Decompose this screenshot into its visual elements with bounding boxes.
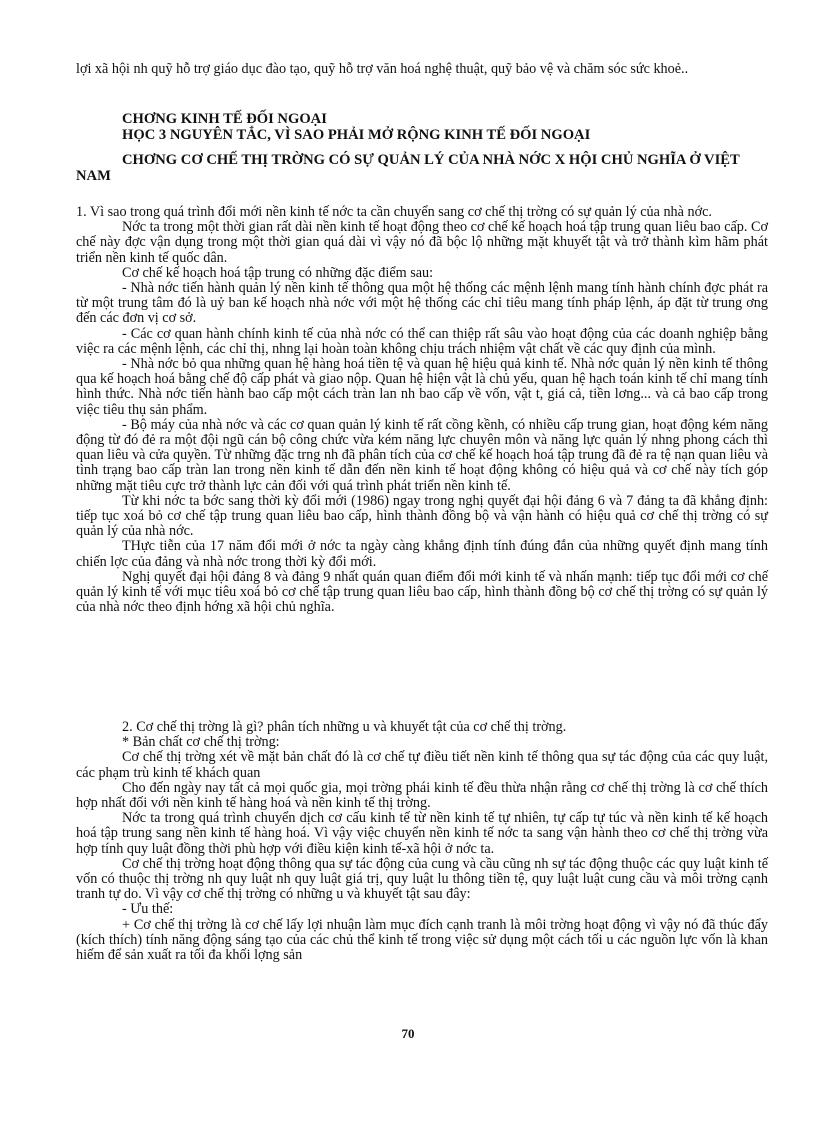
question-heading: 2. Cơ chế thị trờng là gì? phân tích những u và khuyết tật của cơ chế thị trờng. xyxy=(122,719,567,735)
section-2 xyxy=(76,720,768,963)
continuation-paragraph xyxy=(76,62,768,77)
paragraph: Cơ chế thị trờng xét về mặt bản chất đó là cơ chế tự điều tiết nền kinh tế thông qua sự tác động của các quy luật, các phạm trù kinh tế khách quan xyxy=(76,749,768,781)
chapter-headings xyxy=(76,112,768,184)
paragraph: - Nhà nớc tiến hành quản lý nền kinh tế thông qua một hệ thống các mệnh lệnh mang tính hành chính đợc phát ra từ một trung tâm đó là uỷ ban kế hoạch nhà nớc với một hệ thống các chỉ tiêu mang tính pháp lệnh, áp đặt từ trung ơng đến các đơn vị cơ sở. xyxy=(76,280,768,327)
paragraph: Nớc ta trong một thời gian rất dài nền kinh tế hoạt động theo cơ chế kế hoạch hoá tập trung quan liêu bao cấp. Cơ chế này đợc vận dụng trong một thời gian quá dài vì vậy nó đã bộc lộ những mặt khuyết tật và trở thành kìm hãm phát triển nền kinh tế quốc dân. xyxy=(76,219,768,266)
chapter-heading: CHƠNG KINH TẾ ĐỐI NGOẠI xyxy=(122,111,327,127)
paragraph: Cho đến ngày nay tất cả mọi quốc gia, mọi trờng phái kinh tế đều thừa nhận rằng cơ chế thị trờng là cơ chế thích hợp nhất đối với nền kinh tế hàng hoá và nền kinh tế thị trờng. xyxy=(76,779,768,812)
section-1 xyxy=(76,205,768,615)
paragraph: Nớc ta trong quá trình chuyển dịch cơ cấu kinh tế từ nền kinh tế tự nhiên, tự cấp tự túc và nền kinh tế kế hoạch hoá tập trung sang nền kinh tế hàng hoá. Vì vậy việc chuyển nền kinh tế nớc ta sang vận hành theo cơ chế thị trờng vừa hợp tính quy luật đồng thời phù hợp với điều kiện kinh tế-xã hội ở nớc ta. xyxy=(76,810,768,857)
paragraph: lợi xã hội nh quỹ hỗ trợ giáo dục đào tạo, quỹ hỗ trợ văn hoá nghệ thuật, quỹ bảo vệ và chăm sóc sức khoẻ.. xyxy=(76,61,689,77)
paragraph: Từ khi nớc ta bớc sang thời kỳ đổi mới (1986) ngay trong nghị quyết đại hội đảng 6 và 7 đảng ta đã khẳng định: tiếp tục xoá bỏ cơ chế tập trung quan liêu bao cấp, hình thành đồng bộ và vận hành có hiệu quả cơ chế thị trờng có sự quản lý của nhà nớc. xyxy=(76,492,768,540)
paragraph: + Cơ chế thị trờng là cơ chế lấy lợi nhuận làm mục đích cạnh tranh là môi trờng hoạt động vì vậy nó đã thúc đẩy (kích thích) tính năng động sáng tạo của các chủ thể kinh tế trong việc sử dụng một cách tối u các nguồn lực vốn là khan hiếm để sản xuất ra tối đa khối lợng sản xyxy=(76,916,768,964)
paragraph: * Bản chất cơ chế thị trờng: xyxy=(122,734,280,751)
paragraph: - Ưu thế: xyxy=(122,901,174,918)
page-number: 70 xyxy=(401,1026,415,1041)
question-heading: 1. Vì sao trong quá trình đổi mới nền kinh tế nớc ta cần chuyển sang cơ chế thị trờng có sự quản lý của nhà nớc. xyxy=(76,204,712,220)
chapter-subheading: HỌC 3 NGUYÊN TẮC, VÌ SAO PHẢI MỞ RỘNG KINH TẾ ĐỐI NGOẠI xyxy=(122,126,591,143)
paragraph: - Các cơ quan hành chính kinh tế của nhà nớc có thể can thiệp rất sâu vào hoạt động của các doanh nghiệp bằng việc ra các mệnh lệnh, các chỉ thị, nhng lại hoàn toàn không chịu trách nhiệm vật chất về các quy định của mình. xyxy=(76,325,768,357)
paragraph: - Bộ máy của nhà nớc và các cơ quan quản lý kinh tế rất cồng kềnh, có nhiều cấp trung gian, hoạt động kém năng động từ đó đẻ ra một đội ngũ cán bộ công chức vừa kém năng lực chuyên môn và năng lực quản lý nhng phong cách thì quan liêu và cửa quyền. Từ những đặc trng nh đã phân tích của cơ chế kế hoạch hoá tập trung đã đẻ ra tệ nạn quan liêu và tình trạng bao cấp tràn lan trong nền kinh tế dẫn đến nền kinh tế hoạt động không có hiệu quả và cơ chế này tích góp những mặt tiêu cực trở thành lực cản đối với quá trình phát triển nền kinh tế. xyxy=(76,416,768,494)
paragraph: Cơ chế kế hoạch hoá tập trung có những đặc điểm sau: xyxy=(122,264,434,281)
paragraph: Nghị quyết đại hội đảng 8 và đảng 9 nhất quán quan điểm đổi mới kinh tế và nhấn mạnh: tiếp tục đổi mới cơ chế quản lý kinh tế với mục tiêu xoá bỏ cơ chế tập trung quan liêu bao cấp, hình thành đồng bộ cơ chế thị trờng có sự quản lý của nhà nớc theo định hớng xã hội chủ nghĩa. xyxy=(76,568,768,616)
paragraph: - Nhà nớc bỏ qua những quan hệ hàng hoá tiền tệ và quan hệ hiệu quả kinh tế. Nhà nớc quản lý nền kinh tế thông qua kế hoạch hoá bằng chế độ cấp phát và giao nộp. Quan hệ hiện vật là chủ yếu, quan hệ hạch toán kinh tế chỉ mang tính hình thức. Nhà nớc tiến hành bao cấp một cách tràn lan nh bao cấp về vốn, vật t, giá cả, tiền lơng... và cả bao cấp trong việc tiêu thụ sản phẩm. xyxy=(76,356,768,418)
paragraph: Cơ chế thị trờng hoạt động thông qua sự tác động của cung và cầu cũng nh sự tác động thuộc các quy luật kinh tế vốn có thuộc thị trờng nh quy luật nh quy luật giá trị, quy luật lu thông tiền tệ, quy luật luật cung cầu và môi trờng cạnh tranh tự do. Vì vậy cơ chế thị trờng có những u và khuyết tật sau đây: xyxy=(76,855,768,903)
paragraph: THực tiễn của 17 năm đổi mới ở nớc ta ngày càng khẳng định tính đúng đắn của những quyết định mang tính chiến lợc của đảng và nhà nớc trong thời kỳ đổi mới. xyxy=(76,538,768,570)
chapter-heading: CHƠNG CƠ CHẾ THỊ TRỜNG CÓ SỰ QUẢN LÝ CỦA NHÀ NỚC X HỘI CHỦ NGHĨA Ở VIỆT NAM xyxy=(76,152,740,184)
